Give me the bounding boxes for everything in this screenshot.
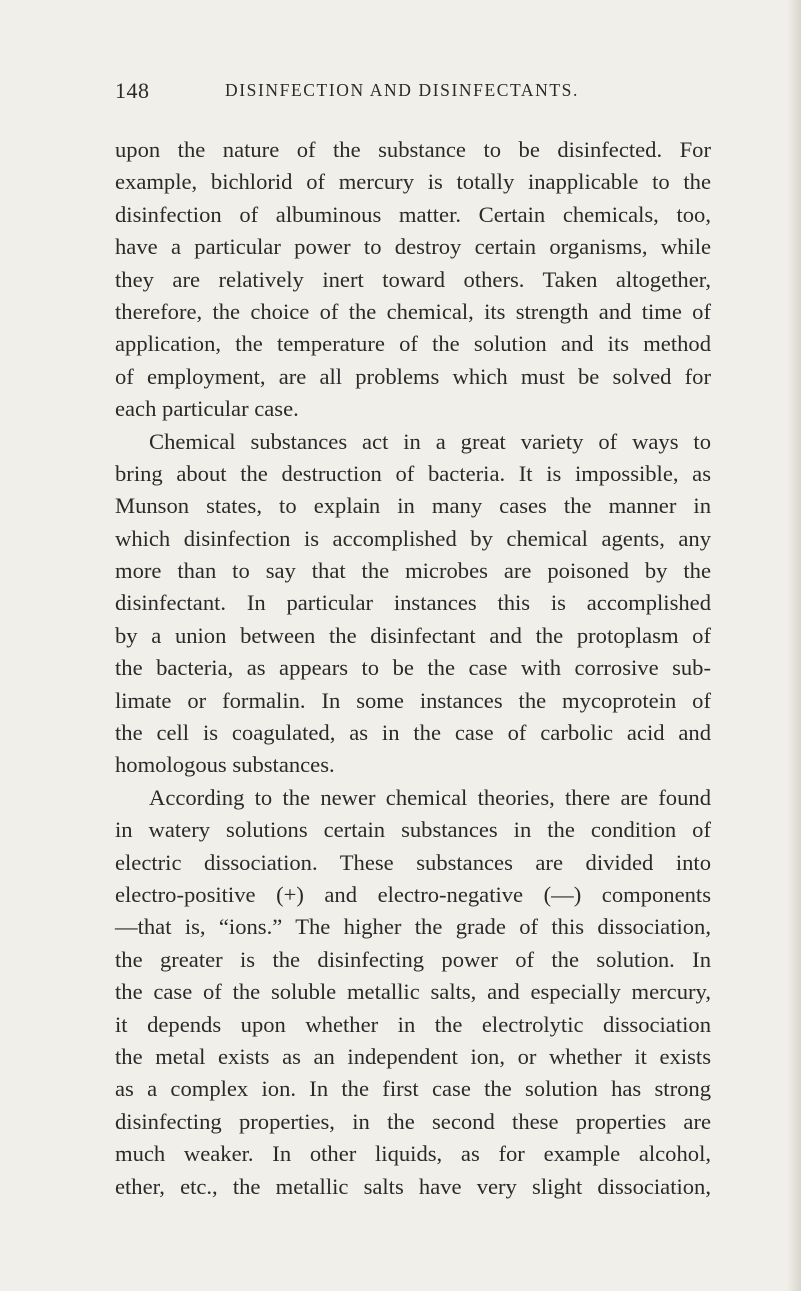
text-line: electro-positive (+) and electro-negative (—) components bbox=[115, 881, 711, 907]
text-line: as a complex ion. In the first case the solution has strong bbox=[115, 1076, 711, 1102]
text-line: which disinfection is accomplished by chemical agents, any bbox=[115, 525, 711, 551]
text-line: ether, etc., the metallic salts have very slight dissociation, bbox=[115, 1173, 711, 1199]
text-line: Chemical substances act in a great variety of ways to bbox=[149, 428, 711, 454]
text-line: the cell is coagulated, as in the case of carbolic acid and bbox=[115, 720, 711, 746]
body-text bbox=[115, 134, 711, 1203]
text-line: disinfecting properties, in the second these properties are bbox=[115, 1108, 711, 1134]
text-line: According to the newer chemical theories, there are found bbox=[149, 784, 711, 810]
text-line: upon the nature of the substance to be disinfected. For bbox=[115, 137, 711, 162]
text-line: —that is, “ions.” The higher the grade of this dissociation, bbox=[115, 914, 711, 940]
text-line: application, the temperature of the solution and its method bbox=[115, 331, 711, 357]
text-line: homologous substances. bbox=[115, 752, 335, 778]
text-line: by a union between the disinfectant and the protoplasm of bbox=[115, 622, 711, 648]
text-line: much weaker. In other liquids, as for example alcohol, bbox=[115, 1141, 711, 1167]
text-line: in watery solutions certain substances in the condition of bbox=[115, 817, 711, 843]
text-line: disinfection of albuminous matter. Certain chemicals, too, bbox=[115, 201, 711, 227]
text-line: it depends upon whether in the electrolytic dissociation bbox=[115, 1011, 711, 1037]
text-line: each particular case. bbox=[115, 396, 299, 422]
text-line: have a particular power to destroy certain organisms, while bbox=[115, 234, 711, 260]
page-number: 148 bbox=[115, 78, 150, 103]
text-line: of employment, are all problems which must be solved for bbox=[115, 363, 711, 389]
text-line: limate or formalin. In some instances the mycoprotein of bbox=[115, 687, 711, 713]
text-line: the case of the soluble metallic salts, and especially mercury, bbox=[115, 979, 711, 1005]
text-line: the bacteria, as appears to be the case with corrosive sub- bbox=[115, 655, 711, 681]
text-line: therefore, the choice of the chemical, its strength and time of bbox=[115, 298, 711, 324]
text-line: disinfectant. In particular instances this is accomplished bbox=[115, 590, 711, 616]
text-line: bring about the destruction of bacteria. It is impossible, as bbox=[115, 460, 711, 486]
running-title: DISINFECTION AND DISINFECTANTS. bbox=[225, 80, 579, 100]
text-line: more than to say that the microbes are poisoned by the bbox=[115, 558, 711, 584]
text-line: the greater is the disinfecting power of the solution. In bbox=[115, 946, 711, 972]
page-edge-shadow bbox=[787, 0, 801, 1291]
text-line: electric dissociation. These substances are divided into bbox=[115, 849, 711, 875]
text-line: example, bichlorid of mercury is totally inapplicable to the bbox=[115, 169, 711, 195]
page-header bbox=[115, 78, 711, 114]
text-line: the metal exists as an independent ion, or whether it exists bbox=[115, 1043, 711, 1069]
text-line: Munson states, to explain in many cases the manner in bbox=[115, 493, 711, 519]
text-line: they are relatively inert toward others. Taken altogether, bbox=[115, 266, 711, 292]
